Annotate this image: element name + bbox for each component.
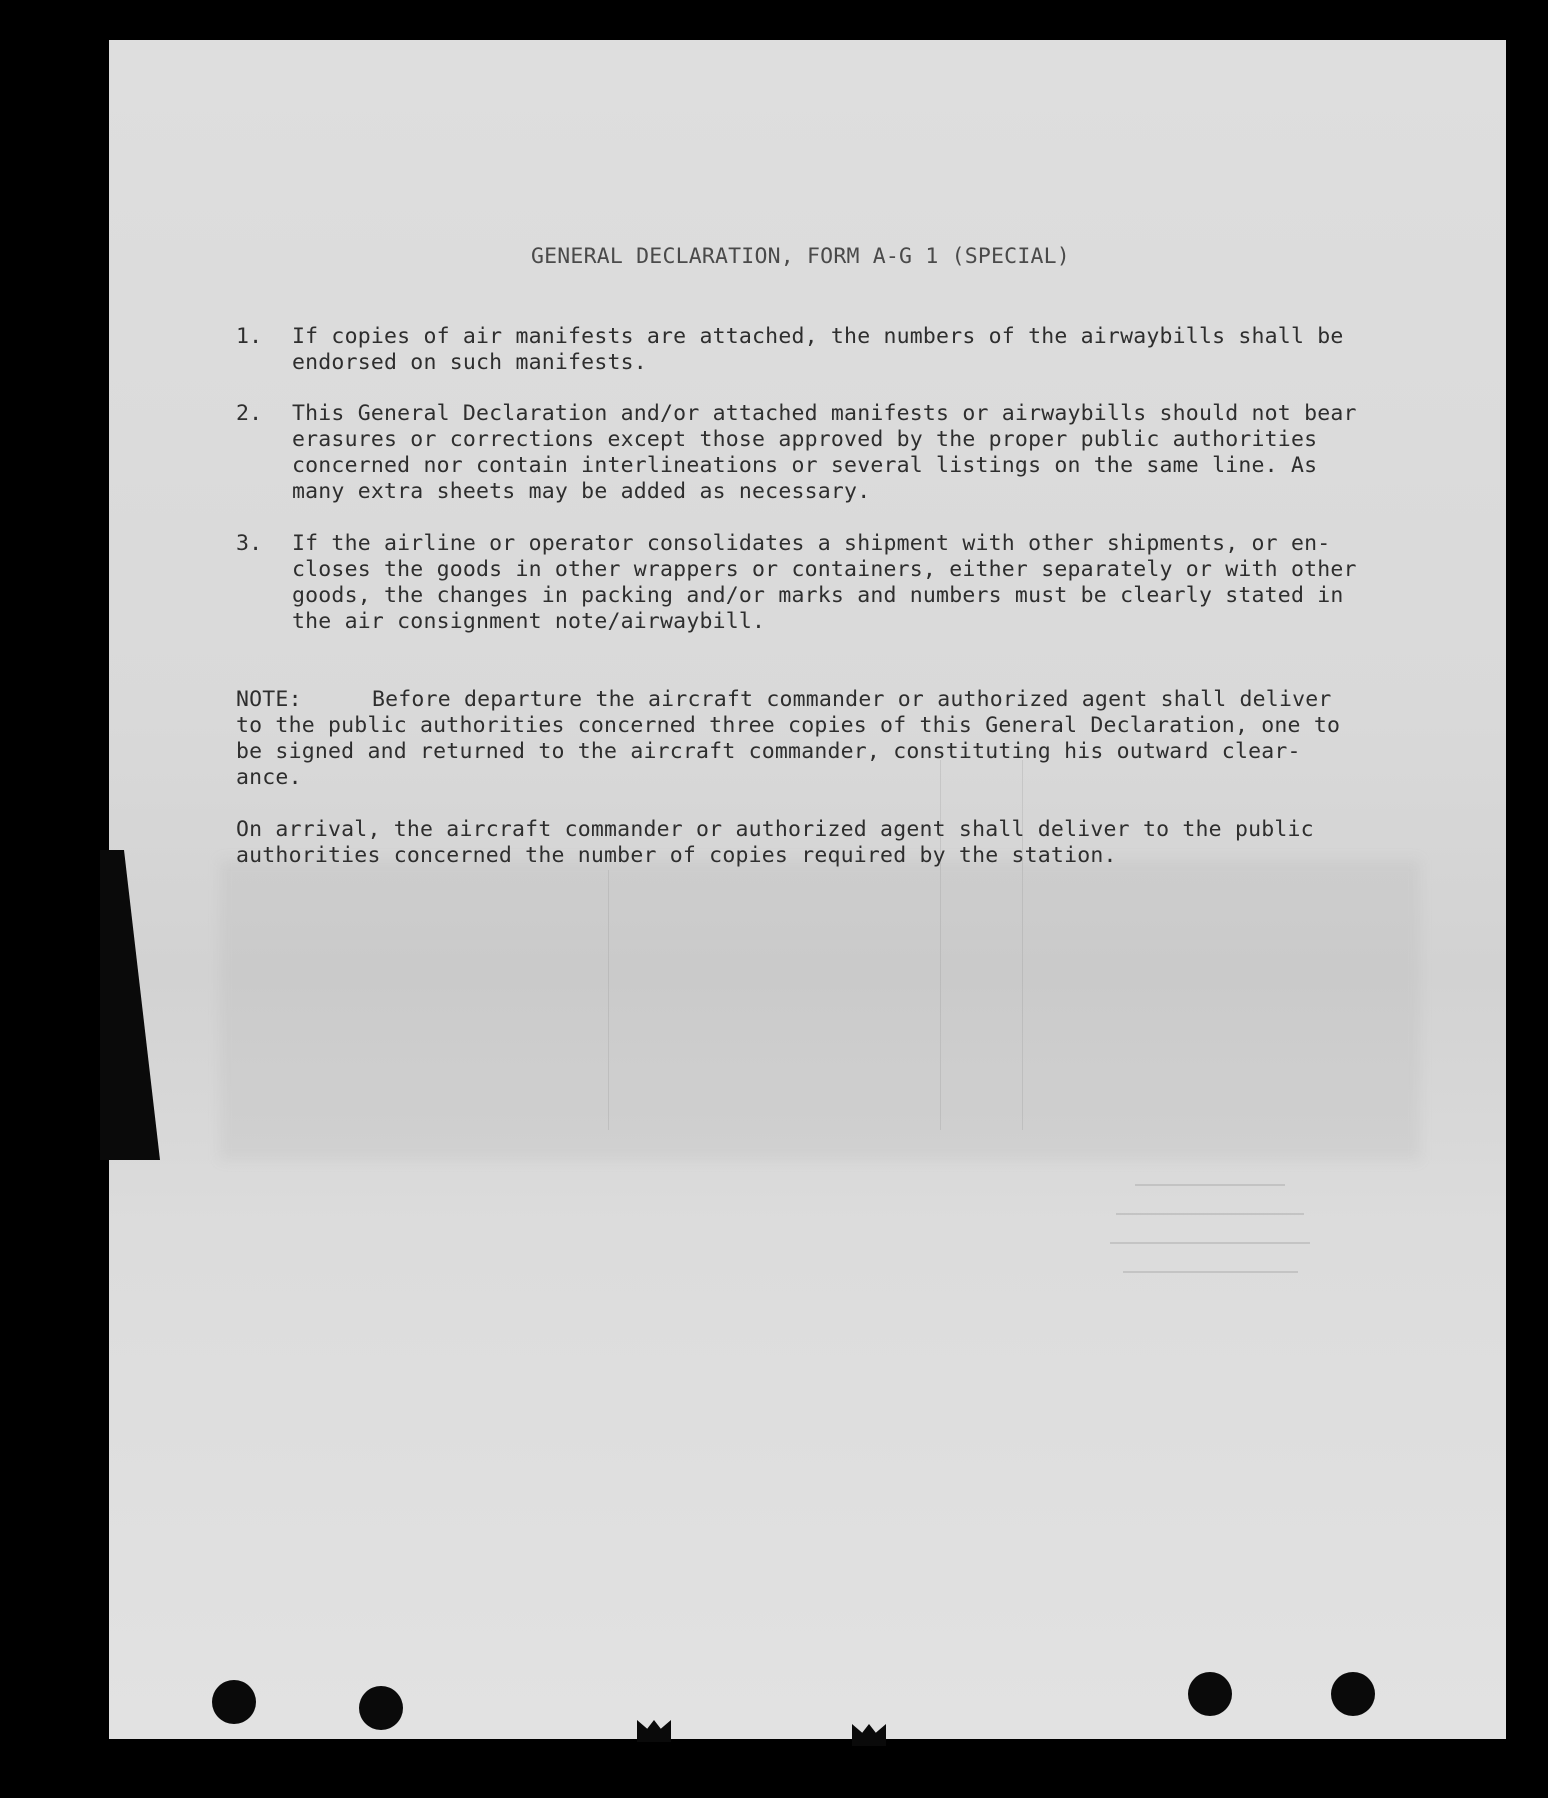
bleed-through-rule: [1022, 760, 1023, 1130]
binder-hole: [359, 1686, 403, 1730]
binder-hole: [1331, 1672, 1375, 1716]
item-line: the air consignment note/airwaybill.: [292, 609, 766, 634]
note-line: Before departure the aircraft commander or authorized agent shall deliver: [372, 687, 1332, 712]
item-number: 3.: [236, 531, 263, 556]
item-line: If the airline or operator consolidates a shipment with other shipments, or en-: [292, 531, 1331, 556]
arrival-paragraph: [236, 817, 1388, 869]
binder-hole: [212, 1680, 256, 1724]
item-line: goods, the changes in packing and/or marks and numbers must be clearly stated in: [292, 583, 1344, 608]
bleed-through-rule: [608, 870, 609, 1130]
item-line: This General Declaration and/or attached manifests or airwaybills should not bear: [292, 401, 1357, 426]
item-line: If copies of air manifests are attached, the numbers of the airwaybills shall be: [292, 324, 1344, 349]
bleed-through-shadow: [220, 860, 1420, 1160]
item-number: 2.: [236, 401, 263, 426]
note-paragraph: [236, 687, 1388, 791]
document-title: GENERAL DECLARATION, FORM A-G 1 (SPECIAL): [531, 244, 1070, 269]
bleed-through-rule: [940, 760, 941, 1130]
bleed-through-stamp: [1085, 1140, 1335, 1300]
binder-hole: [1188, 1672, 1232, 1716]
note-label: NOTE:: [236, 687, 302, 712]
item-line: erasures or corrections except those approved by the proper public authorities: [292, 427, 1318, 452]
item-line: closes the goods in other wrappers or containers, either separately or with other: [292, 557, 1357, 582]
item-line: endorsed on such manifests.: [292, 350, 647, 375]
arrival-line: On arrival, the aircraft commander or authorized agent shall deliver to the public: [236, 817, 1314, 842]
arrival-line: authorities concerned the number of copies required by the station.: [236, 843, 1117, 868]
note-line: to the public authorities concerned three copies of this General Declaration, one to: [236, 713, 1341, 738]
note-line: be signed and returned to the aircraft commander, constituting his outward clear-: [236, 739, 1301, 764]
item-line: concerned nor contain interlineations or several listings on the same line. As: [292, 453, 1318, 478]
note-line: ance.: [236, 765, 302, 790]
item-number: 1.: [236, 324, 263, 349]
item-line: many extra sheets may be added as necessary.: [292, 479, 871, 504]
